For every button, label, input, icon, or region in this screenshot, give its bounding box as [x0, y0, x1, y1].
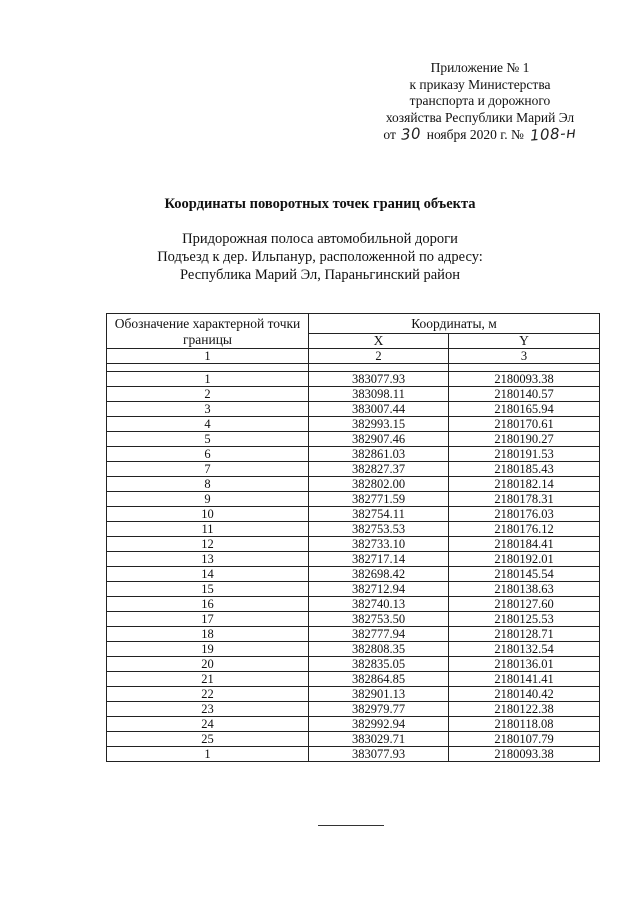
x-coordinate-cell: 383007.44 [309, 402, 449, 417]
point-number-cell: 12 [107, 537, 309, 552]
point-number-cell: 9 [107, 492, 309, 507]
table-row [107, 642, 600, 657]
x-coordinate-cell: 382802.00 [309, 477, 449, 492]
document-title: Координаты поворотных точек границ объекта [164, 196, 476, 212]
table-row [107, 522, 600, 537]
point-number-cell: 13 [107, 552, 309, 567]
table-row [107, 597, 600, 612]
date-rest: ноября 2020 г. № [426, 127, 524, 143]
y-coordinate-cell: 2180118.08 [449, 717, 600, 732]
y-coordinate-cell: 2180170.61 [449, 417, 600, 432]
x-coordinate-cell: 382827.37 [309, 462, 449, 477]
table-row [107, 462, 600, 477]
x-coordinate-cell: 382979.77 [309, 702, 449, 717]
subtitle-line: Придорожная полоса автомобильной дороги [182, 231, 458, 247]
x-coordinate-cell: 382698.42 [309, 567, 449, 582]
point-number-cell: 14 [107, 567, 309, 582]
x-coordinate-cell: 382864.85 [309, 672, 449, 687]
closing-line [318, 825, 384, 826]
y-coordinate-cell: 2180128.71 [449, 627, 600, 642]
table-row [107, 627, 600, 642]
point-number-cell: 7 [107, 462, 309, 477]
y-coordinate-cell: 2180184.41 [449, 537, 600, 552]
point-number-cell: 5 [107, 432, 309, 447]
y-coordinate-cell: 2180141.41 [449, 672, 600, 687]
point-number-cell: 3 [107, 402, 309, 417]
point-number-cell: 15 [107, 582, 309, 597]
header-line: Приложение № 1 [430, 60, 530, 75]
table-row [107, 402, 600, 417]
spacer-cell [107, 364, 309, 372]
table-row [107, 387, 600, 402]
y-coordinate-cell: 2180140.57 [449, 387, 600, 402]
table-row [107, 747, 600, 762]
x-coordinate-cell: 382992.94 [309, 717, 449, 732]
y-coordinate-cell: 2180191.53 [449, 447, 600, 462]
point-number-cell: 25 [107, 732, 309, 747]
point-number-cell: 21 [107, 672, 309, 687]
table-row [107, 657, 600, 672]
y-coordinate-cell: 2180140.42 [449, 687, 600, 702]
x-coordinate-cell: 383029.71 [309, 732, 449, 747]
table-row [107, 612, 600, 627]
table-row [107, 537, 600, 552]
y-coordinate-cell: 2180132.54 [449, 642, 600, 657]
handwritten-day: 30 [400, 124, 422, 145]
y-coordinate-cell: 2180145.54 [449, 567, 600, 582]
point-number-cell: 24 [107, 717, 309, 732]
handwritten-order-number: 108-н [529, 123, 578, 145]
y-coordinate-cell: 2180136.01 [449, 657, 600, 672]
point-number-cell: 19 [107, 642, 309, 657]
x-coordinate-cell: 383077.93 [309, 747, 449, 762]
table-row [107, 702, 600, 717]
subtitle-line: Подъезд к дер. Ильпанур, расположенной по адресу: [157, 249, 483, 266]
y-coordinate-cell: 2180176.12 [449, 522, 600, 537]
point-number-cell: 6 [107, 447, 309, 462]
x-coordinate-cell: 382861.03 [309, 447, 449, 462]
table-row [107, 717, 600, 732]
table-row [107, 567, 600, 582]
spacer-cell [449, 364, 600, 372]
x-coordinate-cell: 382753.50 [309, 612, 449, 627]
point-number-cell: 17 [107, 612, 309, 627]
coordinates-table [106, 313, 600, 762]
point-number-cell: 11 [107, 522, 309, 537]
x-coordinate-cell: 382901.13 [309, 687, 449, 702]
subtitle-line: Республика Марий Эл, Параньгинский район [180, 267, 460, 284]
y-coordinate-cell: 2180122.38 [449, 702, 600, 717]
date-prefix: от [383, 127, 396, 143]
point-number-cell: 18 [107, 627, 309, 642]
table-row [107, 492, 600, 507]
x-coordinate-cell: 382907.46 [309, 432, 449, 447]
point-number-cell: 1 [107, 372, 309, 387]
y-coordinate-cell: 2180192.01 [449, 552, 600, 567]
object-description [0, 230, 640, 285]
appendix-header [360, 60, 600, 144]
table-row [107, 582, 600, 597]
table-row [107, 687, 600, 702]
spacer-cell [309, 364, 449, 372]
x-coordinate-cell: 382835.05 [309, 657, 449, 672]
y-coordinate-cell: 2180185.43 [449, 462, 600, 477]
table-row [107, 372, 600, 387]
point-number-cell: 2 [107, 387, 309, 402]
y-coordinate-cell: 2180190.27 [449, 432, 600, 447]
x-coordinate-cell: 382733.10 [309, 537, 449, 552]
point-number-cell: 1 [107, 747, 309, 762]
table-row [107, 552, 600, 567]
point-number-cell: 16 [107, 597, 309, 612]
table-row [107, 432, 600, 447]
table-row [107, 447, 600, 462]
point-number-cell: 23 [107, 702, 309, 717]
header-line: хозяйства Республики Марий Эл [385, 109, 575, 125]
x-coordinate-cell: 382712.94 [309, 582, 449, 597]
y-coordinate-cell: 2180093.38 [449, 747, 600, 762]
y-coordinate-cell: 2180127.60 [449, 597, 600, 612]
point-header: Обозначение характерной точки границы [107, 314, 309, 349]
column-number: 2 [309, 349, 449, 364]
x-coordinate-cell: 383098.11 [309, 387, 449, 402]
point-number-cell: 22 [107, 687, 309, 702]
point-number-cell: 8 [107, 477, 309, 492]
table-row [107, 417, 600, 432]
y-coordinate-cell: 2180178.31 [449, 492, 600, 507]
y-coordinate-cell: 2180165.94 [449, 402, 600, 417]
y-coordinate-cell: 2180138.63 [449, 582, 600, 597]
x-coordinate-cell: 382754.11 [309, 507, 449, 522]
y-header: Y [449, 333, 600, 348]
x-coordinate-cell: 382777.94 [309, 627, 449, 642]
coordinates-header: Координаты, м [309, 314, 600, 334]
y-coordinate-cell: 2180176.03 [449, 507, 600, 522]
order-date-line [360, 123, 600, 145]
spacer-row [107, 364, 600, 372]
header-line: транспорта и дорожного [409, 93, 551, 109]
point-number-cell: 4 [107, 417, 309, 432]
x-header: X [309, 333, 449, 348]
column-number: 1 [107, 349, 309, 364]
coordinates-body [107, 372, 600, 762]
x-coordinate-cell: 383077.93 [309, 372, 449, 387]
y-coordinate-cell: 2180093.38 [449, 372, 600, 387]
y-coordinate-cell: 2180182.14 [449, 477, 600, 492]
x-coordinate-cell: 382740.13 [309, 597, 449, 612]
table-row [107, 732, 600, 747]
table-row [107, 672, 600, 687]
table-row [107, 477, 600, 492]
column-number: 3 [449, 349, 600, 364]
header-line: к приказу Министерства [409, 76, 551, 92]
y-coordinate-cell: 2180125.53 [449, 612, 600, 627]
y-coordinate-cell: 2180107.79 [449, 732, 600, 747]
x-coordinate-cell: 382993.15 [309, 417, 449, 432]
x-coordinate-cell: 382808.35 [309, 642, 449, 657]
x-coordinate-cell: 382717.14 [309, 552, 449, 567]
point-number-cell: 10 [107, 507, 309, 522]
table-row [107, 507, 600, 522]
point-number-cell: 20 [107, 657, 309, 672]
x-coordinate-cell: 382771.59 [309, 492, 449, 507]
x-coordinate-cell: 382753.53 [309, 522, 449, 537]
